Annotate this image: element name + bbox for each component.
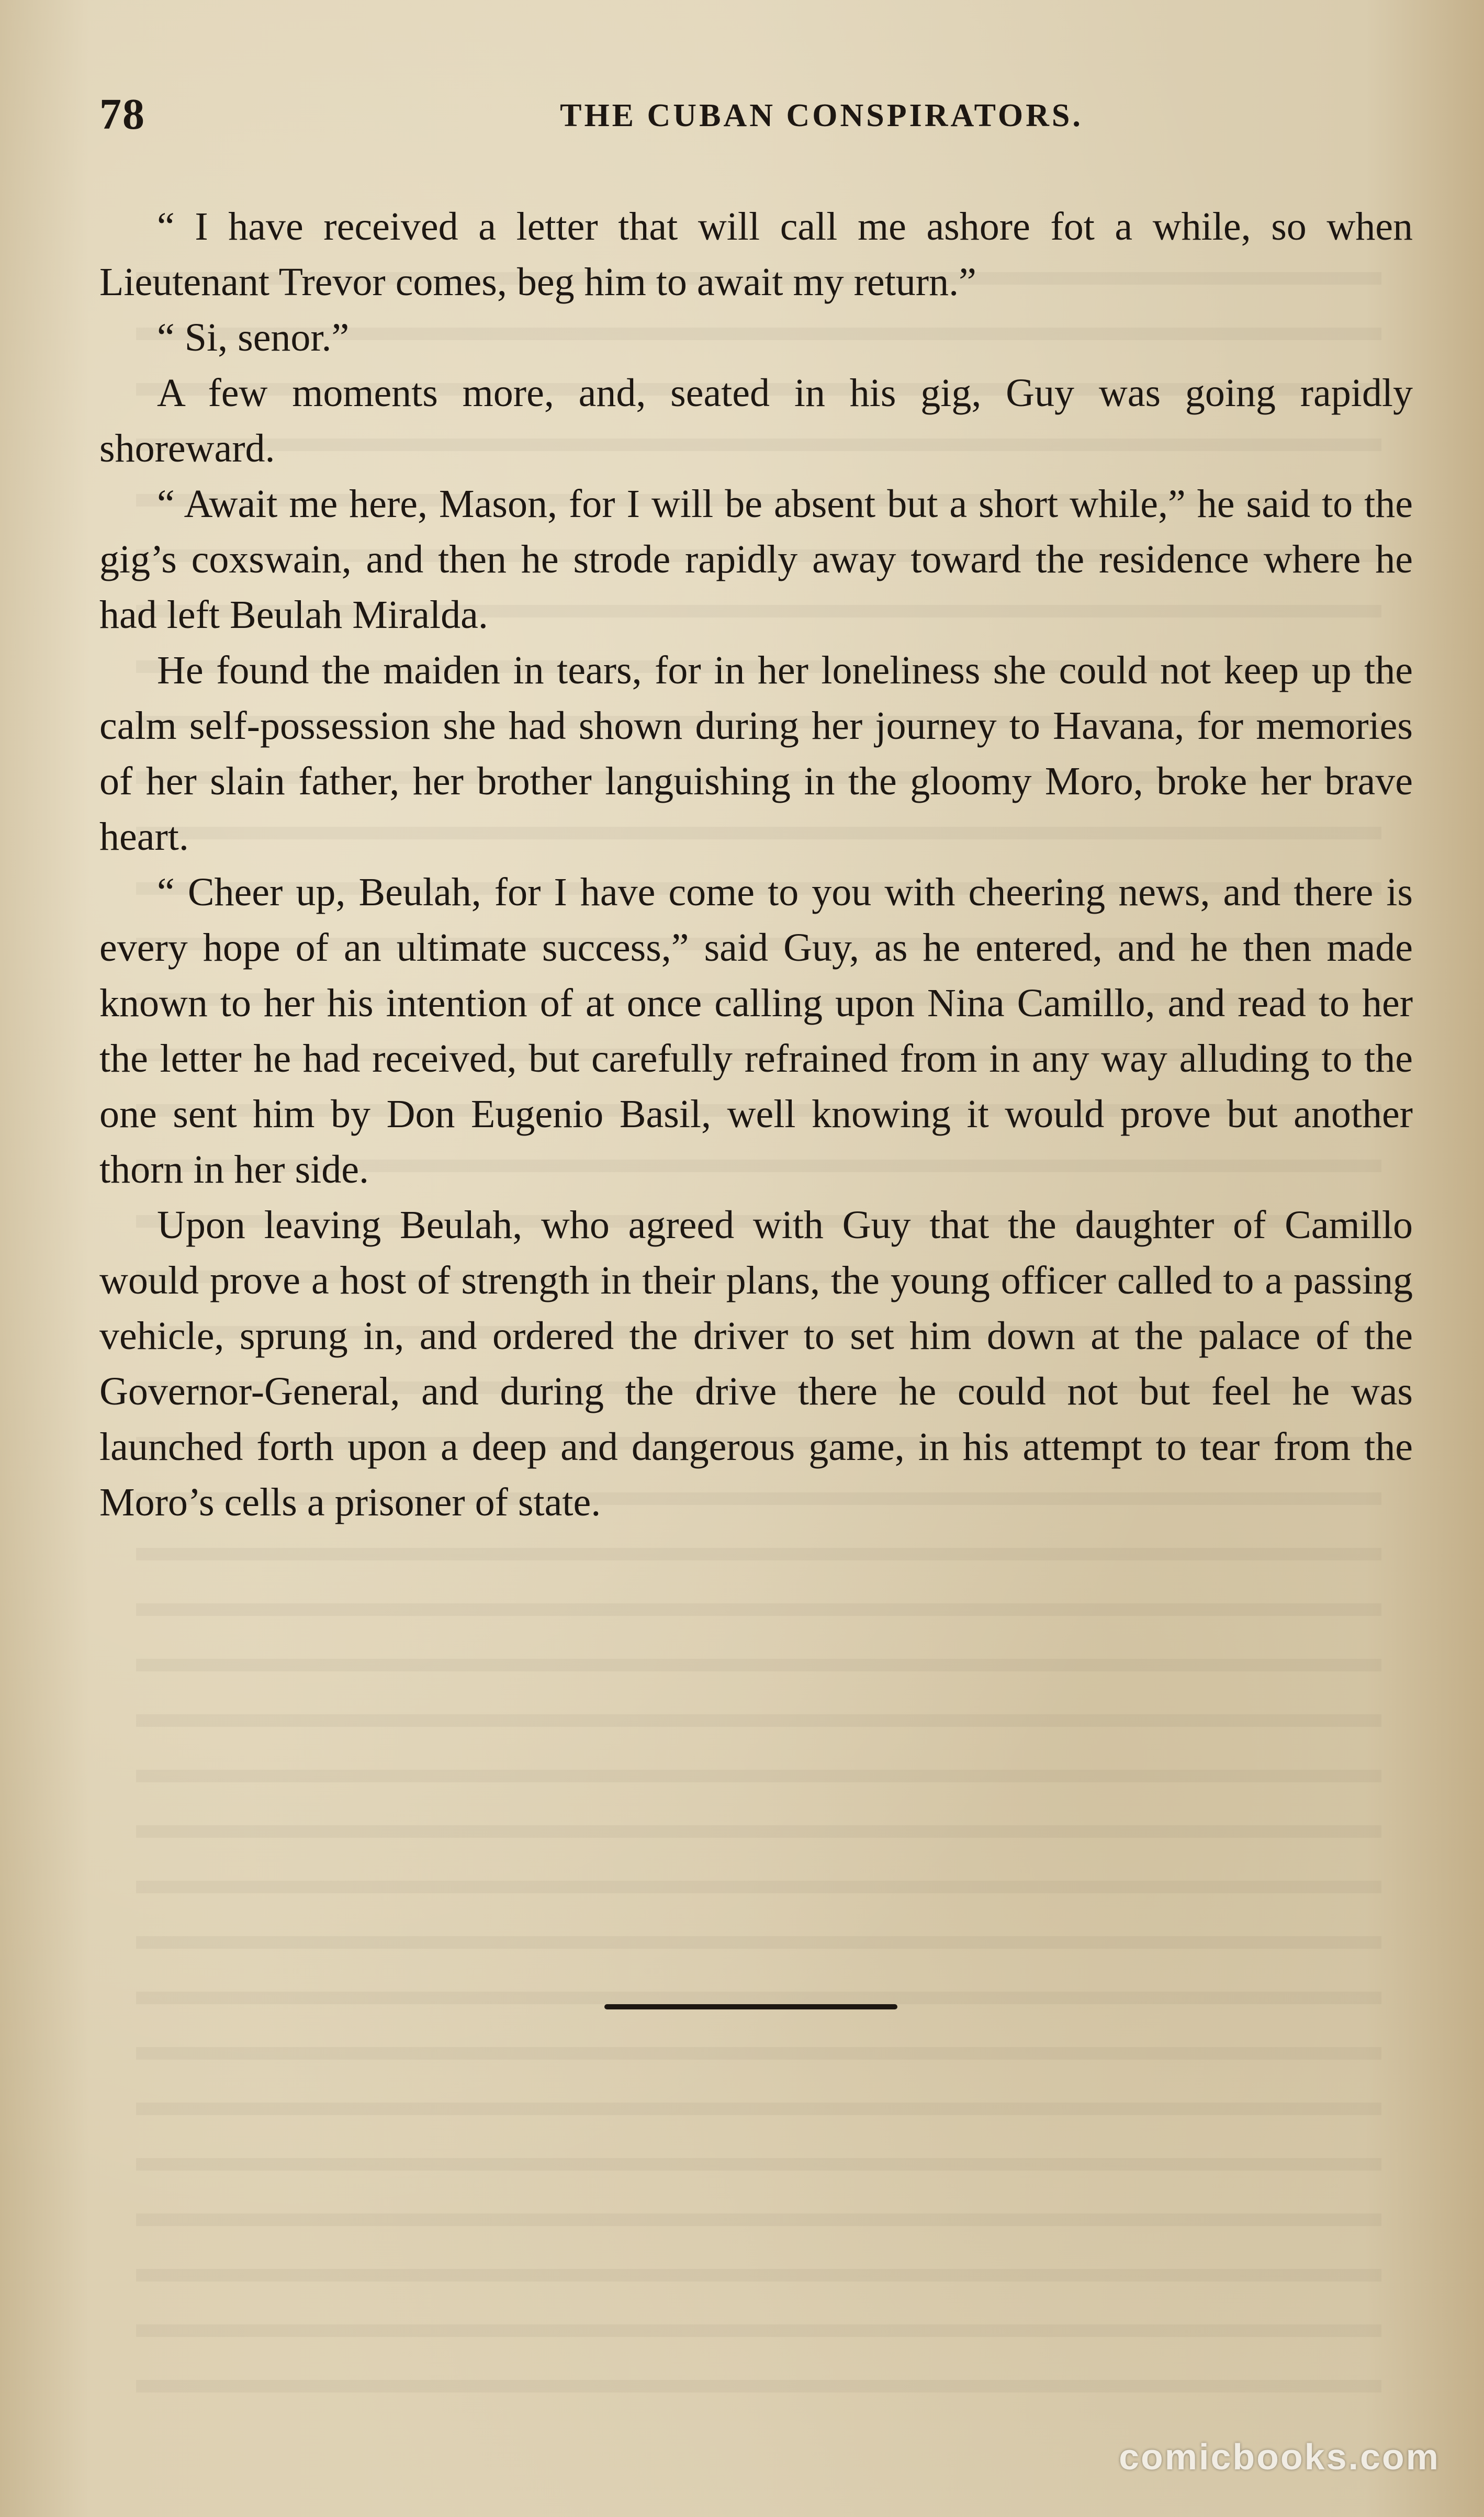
body-text	[99, 199, 1413, 1530]
watermark: comicbooks.com	[1119, 2436, 1440, 2477]
paragraph: Upon leaving Beulah, who agreed with Guy that the daughter of Camillo would prove a host of strength in their plans, the young officer called to a passing vehicle, sprung in, and ordered the driver to set him down at the palace of the Governor-General, and during the drive there he could not but feel he was launched forth upon a deep and dangerous game, in his attempt to tear from the Moro’s cells a prisoner of state.	[99, 1203, 1413, 1524]
paragraph: He found the maiden in tears, for in her loneliness she could not keep up the calm self-possession she had shown during her journey to Havana, for memories of her slain father, her brother languishing in the gloomy Moro, broke her brave heart.	[99, 648, 1413, 859]
paragraph: “ Si, senor.”	[157, 316, 350, 359]
running-title: THE CUBAN CONSPIRATORS.	[560, 98, 1083, 133]
paragraph: “ Await me here, Mason, for I will be absent but a short while,” he said to the gig’s coxswain, and then he strode rapidly away toward the residence where he had left Beulah Miralda.	[99, 482, 1413, 637]
page-number: 78	[99, 90, 145, 139]
paragraph: “ I have received a letter that will call me ashore fot a while, so when Lieutenant Trevor comes, beg him to await my return.”	[99, 205, 1413, 304]
paragraph: A few moments more, and, seated in his gig, Guy was going rapidly shoreward.	[99, 371, 1413, 470]
paragraph: “ Cheer up, Beulah, for I have come to you with cheering news, and there is every hope of an ultimate success,” said Guy, as he entered, and he then made known to her his intention of at once calling upon Nina Camillo, and read to her the letter he had received, but carefully refrained from in any way alluding to the one sent him by Don Eugenio Basil, well knowing it would prove but another thorn in her side.	[99, 870, 1413, 1192]
section-end-rule	[604, 2004, 897, 2009]
page-header	[99, 84, 1408, 147]
